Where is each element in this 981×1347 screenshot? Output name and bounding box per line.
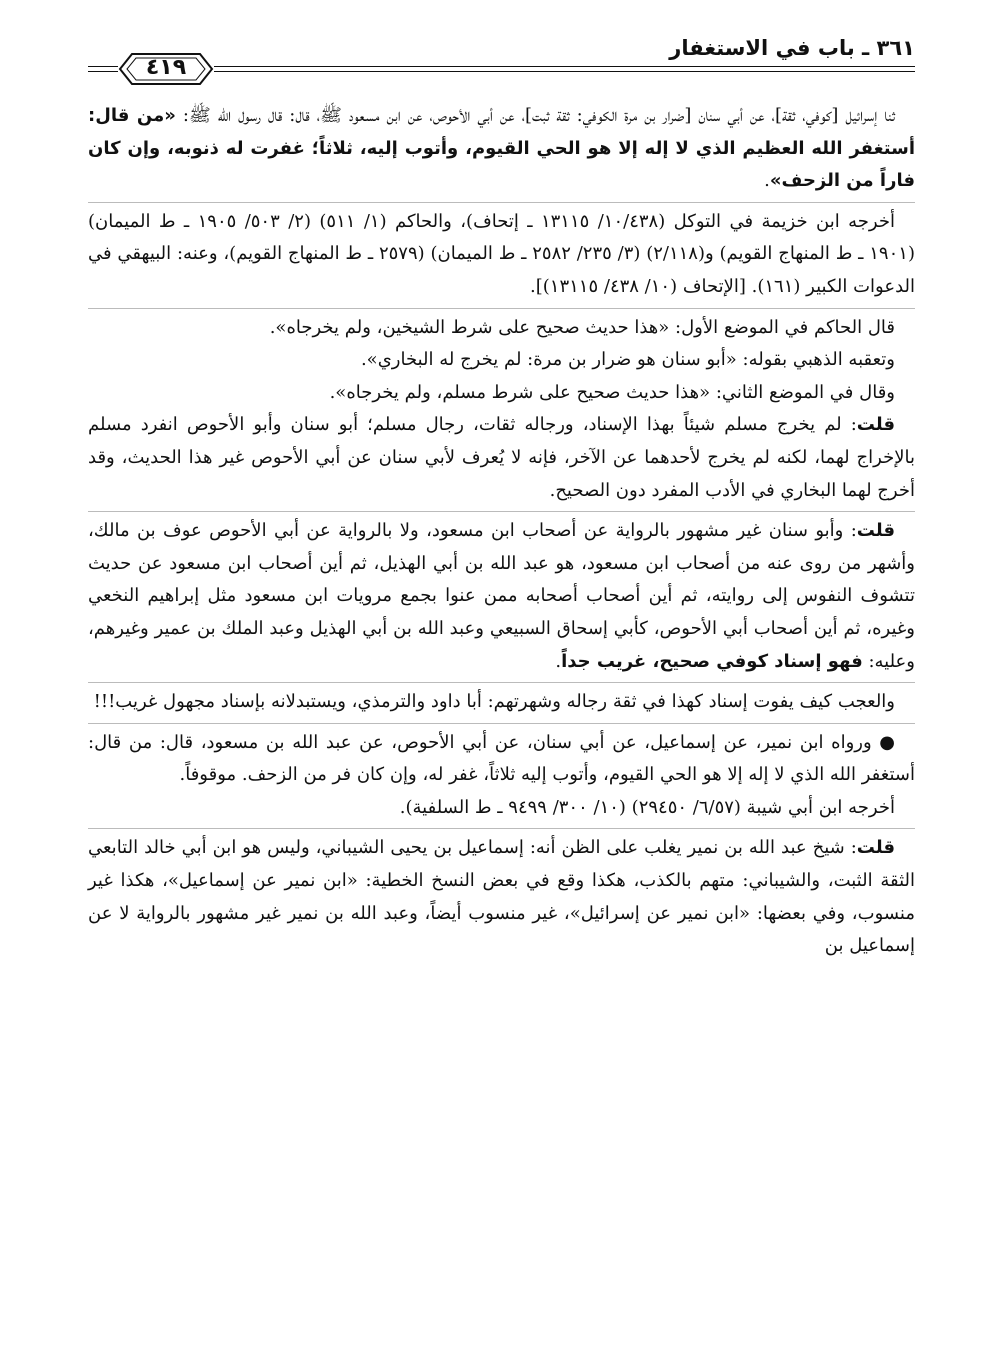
analysis-paragraph	[88, 409, 915, 507]
hadith-matn: «من قال: أستغفر الله العظيم الذي لا إله إلا هو الحي القيوم، وأتوب إليه، ثلاثاً؛ غفرت له ذنوبه، وإن كان فاراً من الزحف»	[88, 105, 915, 192]
header-rule-left	[88, 66, 118, 67]
header-rule-left-thin	[88, 71, 118, 72]
mawquf-narration-paragraph: ● ورواه ابن نمير، عن إسماعيل، عن أبي سنان، عن أبي الأحوص، عن عبد الله بن مسعود، قال: من قال: أستغفر الله الذي لا إله إلا هو الحي القيوم، وأتوب إليه ثلاثاً، غفر له، وإن كان فر من الزحف. موقوفاً.	[88, 723, 915, 792]
punctuation: .	[555, 650, 562, 672]
takhrij-paragraph: أخرجه ابن خزيمة في التوكل (١٠/٤٣٨/ ١٣١١٥ ـ إتحاف)، والحاكم (١/ ٥١١) (٢/ ٥٠٣/ ١٩٠٥ ـ ط الميمان) (١٩٠١ ـ ط المنهاج القويم) و(٢/١١٨) (٣/ ٢٣٥/ ٢٥٨٢ ـ ط الميمان) (٢٥٧٩ ـ ط المنهاج القويم)، وعنه: البيهقي في الدعوات الكبير (١٦١). [الإتحاف (١٠/ ٤٣٨/ ١٣١١٥)].	[88, 202, 915, 304]
takhrij-paragraph: أخرجه ابن أبي شيبة (٦/٥٧/ ٢٩٤٥٠) (١٠/ ٣٠٠/ ٩٤٩٩ ـ ط السلفية).	[399, 796, 895, 818]
hadith-chain-paragraph	[88, 100, 915, 198]
analysis-text: : وأبو سنان غير مشهور بالرواية عن أصحاب ابن مسعود، ولا بالرواية عن أبي الأحوص عوف بن مالك، وأشهر من روى عنه من أصحاب ابن مسعود، هو عبد الله بن أبي الهذيل، ثم أين أصحاب ابن مسعود عن حديث تتشوف النفوس إلى روايته، ثم أين أصحاب أصحابه ممن عنوا بجمع مرويات ابن مسعود مثل إبراهيم النخعي وغيره، ثم أين أصحاب أبي الأحوص، كأبي إسحاق السبيعي وعبد الله بن أبي الهذيل وعبد الملك بن عمير وغيرهم، وعليه:	[88, 520, 915, 672]
dhahabi-comment-paragraph: وتعقبه الذهبي بقوله: «أبو سنان هو ضرار بن مرة: لم يخرج له البخاري».	[360, 349, 895, 371]
running-title: ٣٦١ ـ باب في الاستغفار	[669, 36, 915, 60]
analysis-paragraph	[88, 828, 915, 962]
page-header	[88, 22, 915, 82]
remark-paragraph: والعجب كيف يفوت إسناد كهذا في ثقة رجاله وشهرتهم: أبا داود والترمذي، ويستبدلانه بإسناد مجهول غريب!!!	[88, 682, 915, 719]
analysis-paragraph	[88, 511, 915, 678]
header-rule-thin	[214, 71, 915, 72]
analysis-text: : لم يخرج مسلم شيئاً بهذا الإسناد، ورجاله ثقات، رجال مسلم؛ أبو سنان وأبو الأحوص انفرد مسلم بالإخراج لهما، لكنه لم يخرج لأحدهما عن الآخر، فإنه لا يُعرف لأبي سنان عن أبي الأحوص غير هذا الحديث، وقد أخرج لهما البخاري في الأدب المفرد دون الصحيح.	[88, 414, 915, 501]
analysis-text: : شيخ عبد الله بن نمير يغلب على الظن أنه: إسماعيل بن يحيى الشيباني، وليس هو ابن أبي خالد التابعي الثقة الثبت، والشيباني: متهم بالكذب، هكذا وقع في بعض النسخ الخطية: «ابن نمير عن إسماعيل»، هكذا غير منسوب، وفي بعضها: «ابن نمير عن إسرائيل»، غير منسوب أيضاً، وعبد الله بن نمير غير مشهور بالرواية لا عن إسماعيل بن	[88, 837, 915, 957]
verdict-text: فهو إسناد كوفي صحيح، غريب جداً	[561, 650, 863, 672]
header-rule	[214, 66, 915, 67]
second-comment-paragraph: وقال في الموضع الثاني: «هذا حديث صحيح على شرط مسلم، ولم يخرجاه».	[329, 381, 895, 403]
isnad-text: ثنا إسرائيل [كوفي، ثقة]، عن أبي سنان [ضرار بن مرة الكوفي: ثقة ثبت]، عن أبي الأحوص، عن ابن مسعود ﷺ، قال: قال رسول الله ﷺ:	[175, 105, 895, 126]
qult-label: قلت	[856, 520, 895, 542]
qult-label: قلت	[856, 837, 895, 859]
qult-label: قلت	[856, 414, 895, 436]
page-number-badge	[118, 50, 214, 88]
page-number: ٤١٩	[145, 55, 187, 80]
main-text	[88, 100, 915, 963]
punctuation: .	[764, 170, 770, 192]
hakim-comment-paragraph: قال الحاكم في الموضع الأول: «هذا حديث صحيح على شرط الشيخين، ولم يخرجاه».	[88, 308, 915, 345]
